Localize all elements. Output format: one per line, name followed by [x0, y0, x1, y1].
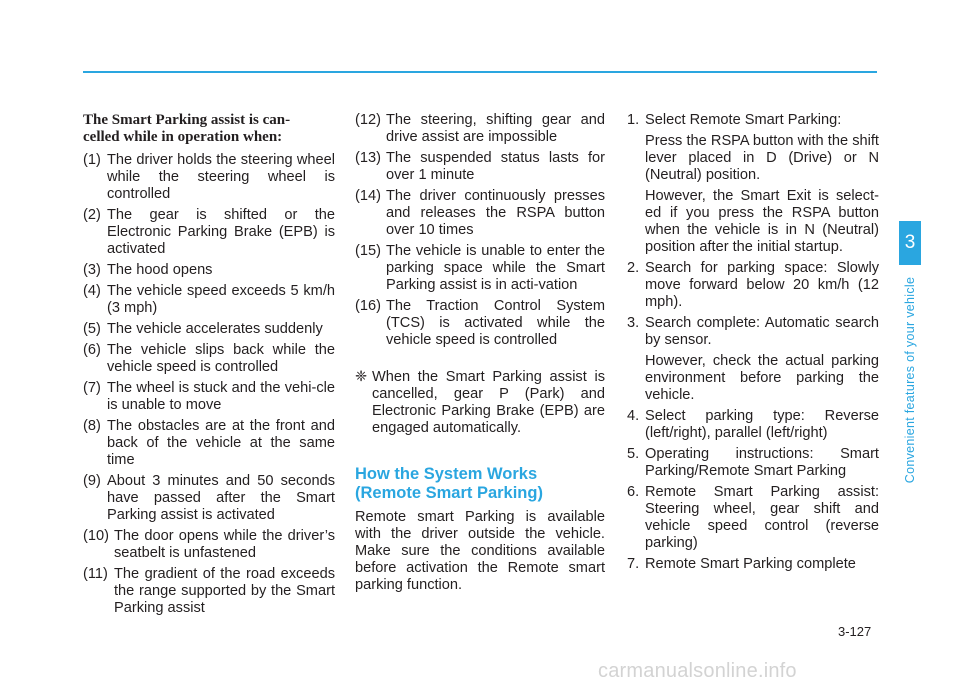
item-subtext: However, check the actual parking environment before parking the vehicle. [645, 353, 879, 403]
list-item [355, 188, 605, 239]
cancel-heading-text: The Smart Parking assist is can- celled while in operation when: [83, 112, 291, 145]
item-text: Select Remote Smart Parking: [645, 112, 842, 128]
section-title-line2: (Remote Smart Parking) [355, 484, 543, 502]
item-number: (13) [355, 150, 381, 166]
item-text: The suspended status lasts for over 1 minute [386, 150, 605, 183]
item-number: (10) [83, 528, 109, 544]
item-text: About 3 minutes and 50 seconds have passed after the Smart Parking assist is activated [107, 473, 335, 523]
item-number: (15) [355, 243, 381, 259]
operation-steps-list [627, 112, 879, 573]
list-item [83, 152, 335, 203]
item-number: (12) [355, 112, 381, 128]
item-number: (5) [83, 321, 101, 337]
list-item [83, 262, 335, 279]
item-text: The vehicle accelerates suddenly [107, 321, 323, 337]
list-item [627, 446, 879, 480]
watermark: carmanualsonline.info [598, 660, 797, 682]
section-title [355, 465, 605, 503]
item-text: The vehicle speed exceeds 5 km/h (3 mph) [107, 283, 335, 316]
item-text: The gradient of the road exceeds the range supported by the Smart Parking assist [114, 566, 335, 616]
item-subtext: However, the Smart Exit is select-ed if you press the RSPA button when the vehicle is in N (Neutral) position after the initial startup. [645, 188, 879, 255]
list-item [83, 473, 335, 524]
chapter-number: 3 [904, 232, 916, 253]
chapter-tab [899, 221, 921, 265]
list-item [355, 243, 605, 294]
column-cancel-conditions-cont [355, 112, 605, 594]
column-cancel-conditions [83, 112, 335, 621]
column-operation-steps [627, 112, 879, 577]
section-title-line1: How the System Works [355, 465, 538, 483]
cancel-conditions-list-cont [355, 112, 605, 349]
list-item [627, 556, 879, 573]
list-item [355, 112, 605, 146]
item-number: 4. [627, 408, 640, 424]
item-number: (6) [83, 342, 101, 358]
list-item [83, 528, 335, 562]
cancel-conditions-list [83, 152, 335, 617]
item-text: The wheel is stuck and the vehi-cle is unable to move [107, 380, 335, 413]
item-number: (9) [83, 473, 101, 489]
item-text: The driver continuously presses and releases the RSPA button over 10 times [386, 188, 605, 238]
list-item [627, 484, 879, 552]
list-item [627, 408, 879, 442]
item-number: (1) [83, 152, 101, 168]
note-mark: ❈ [355, 369, 368, 385]
list-item [355, 150, 605, 184]
page-number: 3-127 [838, 624, 872, 639]
header-rule [83, 71, 877, 73]
list-item [83, 566, 335, 617]
item-text: The driver holds the steering wheel while the steering wheel is controlled [107, 152, 335, 202]
list-item [83, 283, 335, 317]
list-item [83, 342, 335, 376]
item-number: (7) [83, 380, 101, 396]
list-item [627, 112, 879, 129]
cancel-heading [83, 112, 335, 146]
list-item [355, 298, 605, 349]
note-text: When the Smart Parking assist is cancelled, gear P (Park) and Electronic Parking Brake (EPB) are engaged automatically. [372, 369, 605, 436]
item-number: 2. [627, 260, 640, 276]
item-text: Search complete: Automatic search by sensor. [645, 315, 879, 348]
item-text: The Traction Control System (TCS) is activated while the vehicle speed is controlled [386, 298, 605, 348]
list-item [627, 260, 879, 311]
section-paragraph: Remote smart Parking is available with the driver outside the vehicle. Make sure the conditions available before activation the Remote smart parking function. [355, 509, 605, 593]
list-item [83, 207, 335, 258]
item-number: 5. [627, 446, 640, 462]
item-number: (16) [355, 298, 381, 314]
item-text: Remote Smart Parking complete [645, 556, 856, 572]
item-number: (4) [83, 283, 101, 299]
item-text: Search for parking space: Slowly move forward below 20 km/h (12 mph). [645, 260, 879, 310]
item-text: The hood opens [107, 262, 213, 278]
item-text: The steering, shifting gear and drive assist are impossible [386, 112, 605, 145]
item-text: The vehicle slips back while the vehicle speed is controlled [107, 342, 335, 375]
item-text: The door opens while the driver’s seatbelt is unfastened [114, 528, 335, 561]
item-number: (8) [83, 418, 101, 434]
list-item [83, 418, 335, 469]
list-item [83, 321, 335, 338]
item-number: 7. [627, 556, 640, 572]
item-number: (14) [355, 188, 381, 204]
item-text: Remote Smart Parking assist: Steering wheel, gear shift and vehicle speed control (reverse parking) [645, 484, 879, 551]
cancel-note [355, 369, 605, 437]
item-text: The vehicle is unable to enter the parking space while the Smart Parking assist is in acti-vation [386, 243, 605, 293]
chapter-title: Convenient features of your vehicle [903, 276, 917, 484]
list-item [627, 315, 879, 349]
item-number: (3) [83, 262, 101, 278]
list-item [83, 380, 335, 414]
item-number: (11) [83, 566, 108, 582]
item-text: The gear is shifted or the Electronic Parking Brake (EPB) is activated [107, 207, 335, 257]
item-text: The obstacles are at the front and back of the vehicle at the same time [107, 418, 335, 468]
item-number: 6. [627, 484, 640, 500]
item-subtext: Press the RSPA button with the shift lever placed in D (Drive) or N (Neutral) position. [645, 133, 879, 183]
item-number: 3. [627, 315, 640, 331]
item-number: 1. [627, 112, 640, 128]
item-text: Operating instructions: Smart Parking/Remote Smart Parking [645, 446, 879, 479]
item-number: (2) [83, 207, 101, 223]
item-text: Select parking type: Reverse (left/right), parallel (left/right) [645, 408, 879, 441]
